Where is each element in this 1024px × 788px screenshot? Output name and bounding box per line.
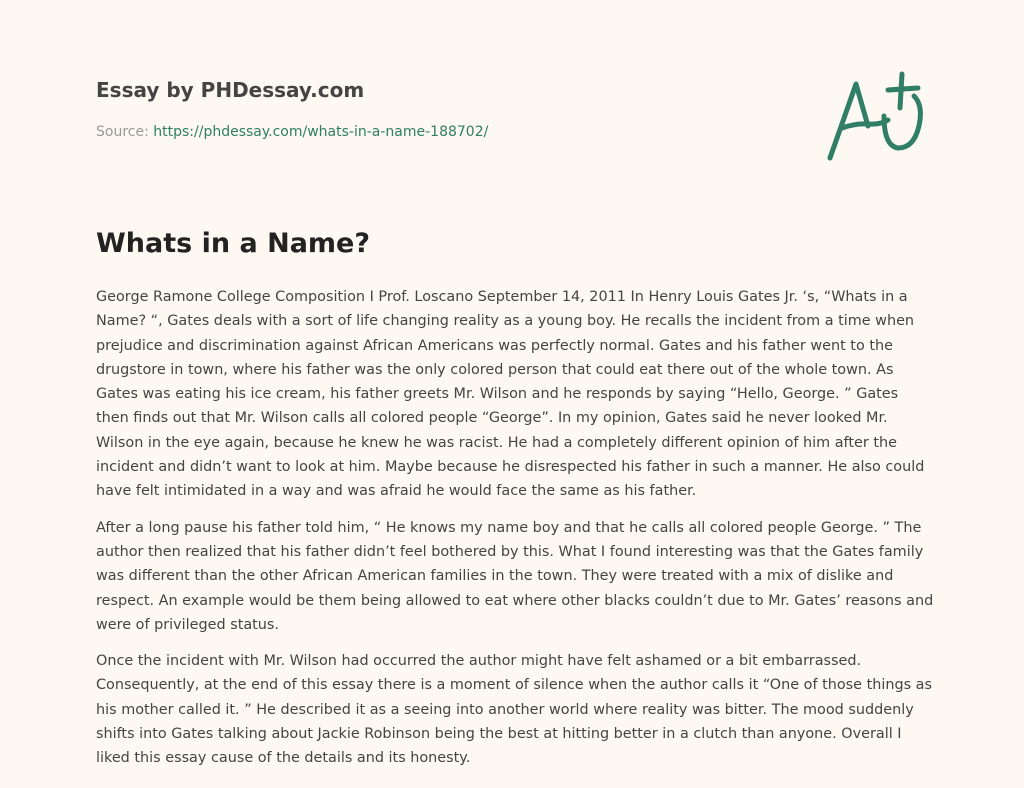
source-line <box>96 122 796 142</box>
essay-paragraph: Once the incident with Mr. Wilson had occurred the author might have felt ashamed or a bit embarrassed. Consequently, at the end of this essay there is a moment of silence when the author calls it “One of those things as his mother called it. ” He described it as a seeing into another world where reality was bitter. The mood suddenly shifts into Gates talking about Jackie Robinson being the best at hitting better in a clutch than anyone. Overall I liked this essay cause of the details and its honesty. <box>96 653 932 767</box>
essay-title: Whats in a Name? <box>96 228 371 259</box>
essay-paragraph: George Ramone College Composition I Prof. Loscano September 14, 2011 In Henry Louis Gates Jr. ‘s, “Whats in a Name? “, Gates deals with a sort of life changing reality as a young boy. He recalls the incident from a time when prejudice and discrimination against African Americans was perfectly normal. Gates and his father went to the drugstore in town, where his father was the only colored person that could eat there out of the whole town. As Gates was eating his ice cream, his father greets Mr. Wilson and he responds by saying “Hello, George. ” Gates then finds out that Mr. Wilson calls all colored people “George”. In my opinion, Gates said he never looked Mr. Wilson in the eye again, because he knew he was racist. He had a completely different opinion of him after the incident and didn’t want to look at him. Maybe because he disrespected his father in such a manner. He also could have felt intimidated in a way and was afraid he would face the same as his father. <box>96 289 925 500</box>
a-plus-logo-icon <box>822 68 930 164</box>
page-header <box>96 76 796 142</box>
brand-title: Essay by PHDessay.com <box>96 78 365 102</box>
essay-paragraph: After a long pause his father told him, “ He knows my name boy and that he calls all colored people George. ” The author then realized that his father didn’t feel bothered by this. What I found interesting was that the Gates family was different than the other African American families in the town. They were treated with a mix of dislike and respect. An example would be them being allowed to eat where other blacks couldn’t due to Mr. Gates’ reasons and were of privileged status. <box>96 519 934 633</box>
essay-body <box>96 285 934 783</box>
source-label: Source: <box>96 124 149 140</box>
source-link[interactable]: https://phdessay.com/whats-in-a-name-188702/ <box>153 124 489 140</box>
